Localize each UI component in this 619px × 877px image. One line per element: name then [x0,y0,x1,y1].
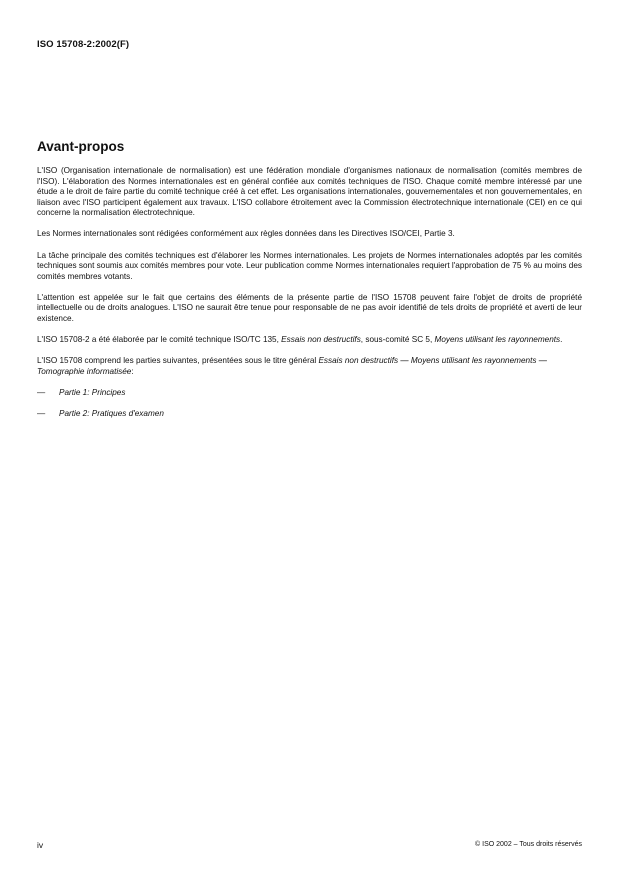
preparation-middle: , sous-comité SC 5, [360,335,435,345]
preparation-prefix: L'ISO 15708-2 a été élaborée par le comité technique ISO/TC 135, [37,335,282,345]
page-number: iv [37,840,44,850]
general-title: Essais non destructifs — Moyens utilisant les rayonnements — Tomographie informatisée [37,356,547,376]
paragraph-organisation: L'ISO (Organisation internationale de normalisation) est une fédération mondiale d'organismes nationaux de normalisation (comités membres de l'ISO). L'élaboration des Normes internationales est en général confiée aux comités techniques de l'ISO. Chaque comité membre intéressé par une étude a le droit de faire partie du comité technique créé à cet effet. Les organisations internationales, gouvernementales et non gouvernementales, en liaison avec l'ISO participent également aux travaux. L'ISO collabore étroitement avec la Commission électrotechnique internationale (CEI) en ce qui concerne la normalisation électrotechnique. [37,166,582,218]
list-dash: — [37,387,46,397]
copyright-notice: © ISO 2002 – Tous droits réservés [475,841,582,848]
subcommittee-title: Moyens utilisant les rayonnements [434,335,561,345]
list-item [37,409,582,420]
paragraph-patent-rights: L'attention est appelée sur le fait que certains des éléments de la présente partie de l'ISO 15708 peuvent faire l'objet de droits de propriété intellectuelle ou de droits analogues. L'ISO ne saurait être tenue pour responsable de ne pas avoir identifié de tels droits de propriété et averti de leur existence. [37,292,582,324]
preparation-suffix: . [560,335,563,345]
document-identifier: ISO 15708-2:2002(F) [37,39,130,50]
paragraph-committees: La tâche principale des comités techniques est d'élaborer les Normes internationales. Les projets de Normes internationales adoptés par les comités techniques sont soumis aux comités membres pour vote. Leur publication comme Normes internationales requiert l'approbation de 75 % au moins des comités membres votants. [37,250,582,281]
list-item [37,388,582,399]
paragraph-parts-intro [37,356,582,377]
paragraph-preparation [37,335,582,346]
foreword-body [37,166,582,430]
part-1-label: Partie 1: Principes [59,387,126,397]
parts-intro-suffix: : [131,366,134,376]
paragraph-directives: Les Normes internationales sont rédigées conformément aux règles données dans les Directives ISO/CEI, Partie 3. [37,229,455,239]
section-title: Avant-propos [37,139,125,154]
committee-title: Essais non destructifs [281,335,361,345]
part-2-label: Partie 2: Pratiques d'examen [59,409,164,418]
parts-intro-prefix: L'ISO 15708 comprend les parties suivantes, présentées sous le titre général [37,356,319,366]
list-dash: — [37,409,46,418]
